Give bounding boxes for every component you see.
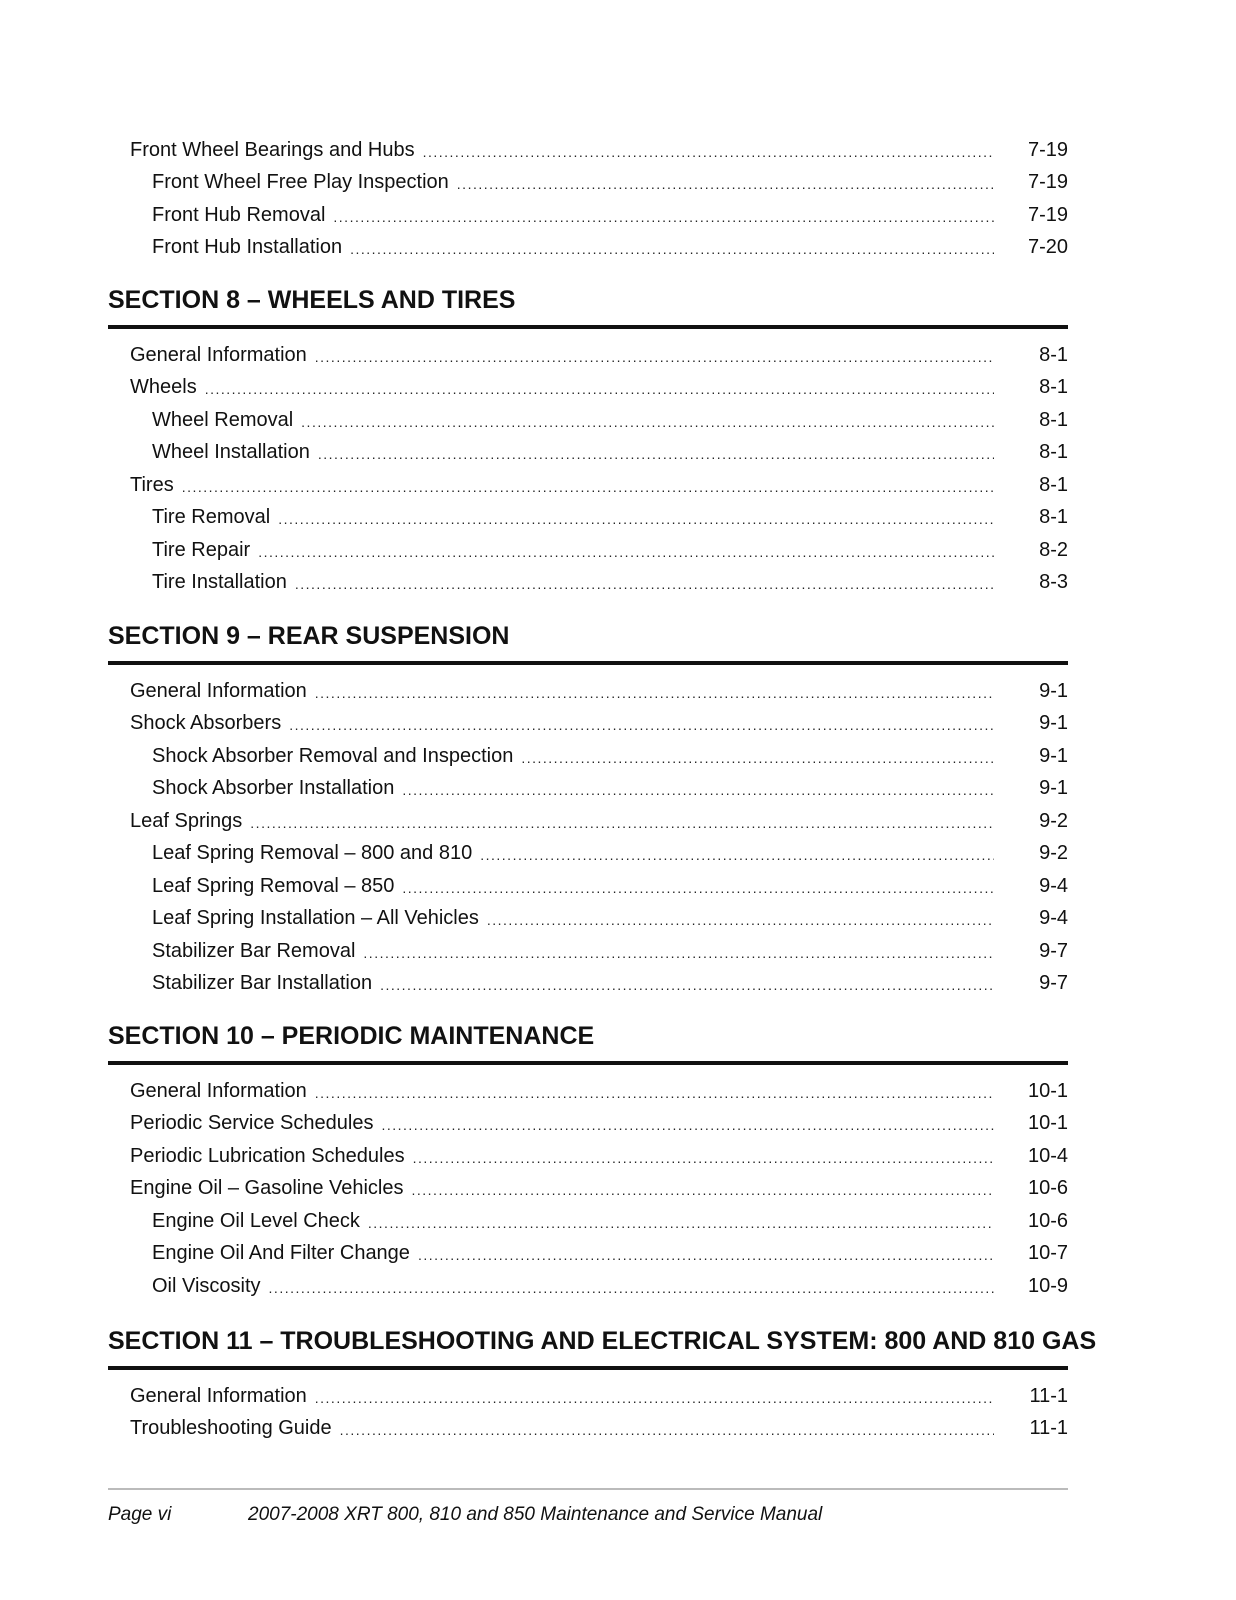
dot-leader (380, 977, 994, 1000)
toc-entry-title: Wheel Installation (152, 441, 310, 464)
toc-entry[interactable] (108, 773, 1068, 806)
toc-entry-page: 7-19 (1027, 203, 1068, 226)
section-8 (108, 281, 1068, 599)
toc-entry-title: Stabilizer Bar Installation (152, 972, 373, 995)
toc-entry-page: 8-1 (1039, 376, 1068, 399)
dot-leader (412, 1182, 995, 1205)
dot-leader (318, 446, 994, 469)
toc-entry-title: Front Hub Removal (152, 203, 326, 226)
toc-entry-page: 11-1 (1029, 1417, 1068, 1440)
dot-leader (333, 209, 994, 232)
dot-leader (350, 241, 994, 264)
toc-entry-page: 9-4 (1039, 874, 1068, 897)
toc-entry-title: Leaf Springs (130, 809, 243, 832)
dot-leader (457, 176, 994, 199)
toc-entry[interactable] (108, 968, 1068, 1001)
footer-page-number: Page vi (108, 1504, 172, 1525)
toc-entry-page: 10-9 (1027, 1274, 1068, 1297)
toc-entry-title: Tire Removal (152, 506, 271, 529)
dot-leader (182, 479, 994, 502)
toc-entry[interactable] (108, 1380, 1068, 1413)
toc-entry-title: Wheel Removal (152, 408, 294, 431)
toc-entry-page: 8-1 (1039, 441, 1068, 464)
section-divider (108, 661, 1068, 665)
toc-entry-page: 7-19 (1027, 171, 1068, 194)
section-10 (108, 1017, 1068, 1303)
toc-entry-page: 9-2 (1039, 842, 1068, 865)
toc-entry-page: 10-1 (1027, 1112, 1068, 1135)
section-divider (108, 325, 1068, 329)
toc-entry-title: Engine Oil And Filter Change (152, 1242, 410, 1265)
toc-entry[interactable] (108, 372, 1068, 405)
toc-entry[interactable] (108, 1270, 1068, 1303)
toc-entry-page: 10-4 (1027, 1144, 1068, 1167)
toc-entry-title: Engine Oil – Gasoline Vehicles (130, 1177, 404, 1200)
dot-leader (315, 685, 994, 708)
toc-entry-page: 8-2 (1039, 538, 1068, 561)
toc-entry-page: 10-1 (1027, 1079, 1068, 1102)
dot-leader (258, 544, 994, 567)
dot-leader (205, 381, 994, 404)
toc-entry-page: 8-1 (1039, 343, 1068, 366)
toc-entry[interactable] (108, 1140, 1068, 1173)
toc-entry-page: 11-1 (1029, 1384, 1068, 1407)
toc-entry[interactable] (108, 534, 1068, 567)
toc-entry[interactable] (108, 870, 1068, 903)
toc-entry-title: Shock Absorbers (130, 712, 282, 735)
toc-entry-title: Leaf Spring Installation – All Vehicles (152, 907, 479, 930)
toc-entry-page: 8-3 (1039, 571, 1068, 594)
toc-entry-page: 7-19 (1027, 138, 1068, 161)
toc-entry-title: General Information (130, 1384, 307, 1407)
toc-entry[interactable] (108, 1108, 1068, 1141)
section-heading: SECTION 9 – REAR SUSPENSION (108, 622, 510, 650)
toc-entry[interactable] (108, 838, 1068, 871)
toc-entry[interactable] (108, 1413, 1068, 1446)
toc-entry[interactable] (108, 708, 1068, 741)
toc-entry-title: General Information (130, 679, 307, 702)
toc-entry-title: Leaf Spring Removal – 850 (152, 874, 395, 897)
dot-leader (289, 717, 994, 740)
toc-entry-title: General Information (130, 343, 307, 366)
toc-entry-title: Engine Oil Level Check (152, 1209, 360, 1232)
dot-leader (363, 945, 994, 968)
toc-entry-title: Periodic Service Schedules (130, 1112, 374, 1135)
toc-entry-page: 9-2 (1039, 809, 1068, 832)
toc-entry[interactable] (108, 199, 1068, 232)
toc-entry-page: 9-1 (1039, 712, 1068, 735)
toc-entry-title: Troubleshooting Guide (130, 1417, 332, 1440)
toc-entry[interactable] (108, 1075, 1068, 1108)
toc-entry[interactable] (108, 502, 1068, 535)
toc-entry[interactable] (108, 1173, 1068, 1206)
toc-entry-page: 8-1 (1039, 473, 1068, 496)
footer-manual-title: 2007-2008 XRT 800, 810 and 850 Maintenance and Service Manual (248, 1504, 823, 1525)
toc-entry-title: Oil Viscosity (152, 1274, 261, 1297)
dot-leader (413, 1150, 994, 1173)
toc-entry-title: Shock Absorber Installation (152, 777, 395, 800)
toc-entry-title: Leaf Spring Removal – 800 and 810 (152, 842, 473, 865)
toc-entry-page: 10-7 (1027, 1242, 1068, 1265)
toc-entry[interactable] (108, 469, 1068, 502)
dot-leader (315, 1085, 994, 1108)
toc-entry[interactable] (108, 935, 1068, 968)
section-heading: SECTION 10 – PERIODIC MAINTENANCE (108, 1022, 595, 1050)
section-heading: SECTION 11 – TROUBLESHOOTING AND ELECTRICAL SYSTEM: 800 AND 810 GAS (108, 1327, 1097, 1355)
toc-entry[interactable] (108, 167, 1068, 200)
section-9 (108, 617, 1068, 1000)
dot-leader (315, 1390, 994, 1413)
toc-entry-title: General Information (130, 1079, 307, 1102)
section-divider (108, 1061, 1068, 1065)
dot-leader (521, 750, 994, 773)
toc-continuation (108, 134, 1068, 264)
dot-leader (423, 144, 994, 167)
toc-entry-page: 10-6 (1027, 1209, 1068, 1232)
dot-leader (487, 912, 994, 935)
section-divider (108, 1366, 1068, 1370)
toc-entry[interactable] (108, 134, 1068, 167)
toc-entry[interactable] (108, 567, 1068, 600)
toc-entry[interactable] (108, 675, 1068, 708)
toc-entry[interactable] (108, 232, 1068, 265)
dot-leader (381, 1117, 994, 1140)
dot-leader (315, 349, 994, 372)
toc-entry-page: 9-1 (1039, 777, 1068, 800)
footer-divider (108, 1488, 1068, 1490)
toc-entry[interactable] (108, 740, 1068, 773)
toc-entry[interactable] (108, 437, 1068, 470)
toc-entry-page: 9-1 (1039, 679, 1068, 702)
toc-entry-page: 9-7 (1039, 939, 1068, 962)
toc-entry[interactable] (108, 1238, 1068, 1271)
section-heading: SECTION 8 – WHEELS AND TIRES (108, 286, 516, 314)
dot-leader (368, 1215, 994, 1238)
dot-leader (301, 414, 994, 437)
toc-entry[interactable] (108, 1205, 1068, 1238)
dot-leader (340, 1422, 994, 1445)
dot-leader (480, 847, 994, 870)
dot-leader (269, 1280, 994, 1303)
toc-entry-title: Tires (130, 473, 174, 496)
toc-entry[interactable] (108, 903, 1068, 936)
toc-entry-page: 9-1 (1039, 744, 1068, 767)
toc-entry-title: Front Wheel Bearings and Hubs (130, 138, 415, 161)
toc-entry-title: Tire Repair (152, 538, 251, 561)
toc-entry-title: Front Wheel Free Play Inspection (152, 171, 449, 194)
dot-leader (295, 576, 994, 599)
toc-entry-title: Periodic Lubrication Schedules (130, 1144, 405, 1167)
toc-entry-page: 8-1 (1039, 506, 1068, 529)
toc-entry-page: 9-7 (1039, 972, 1068, 995)
toc-entry[interactable] (108, 805, 1068, 838)
toc-entry-title: Stabilizer Bar Removal (152, 939, 356, 962)
section-11 (108, 1322, 1097, 1445)
dot-leader (250, 815, 994, 838)
dot-leader (418, 1247, 994, 1270)
dot-leader (402, 880, 994, 903)
toc-entry-page: 8-1 (1039, 408, 1068, 431)
toc-entry-title: Front Hub Installation (152, 236, 343, 259)
toc-entry-title: Wheels (130, 376, 197, 399)
toc-entry[interactable] (108, 404, 1068, 437)
dot-leader (402, 782, 994, 805)
toc-entry-title: Tire Installation (152, 571, 287, 594)
toc-entry-page: 7-20 (1027, 236, 1068, 259)
toc-entry-title: Shock Absorber Removal and Inspection (152, 744, 514, 767)
toc-entry[interactable] (108, 339, 1068, 372)
toc-entry-page: 10-6 (1027, 1177, 1068, 1200)
toc-entry-page: 9-4 (1039, 907, 1068, 930)
dot-leader (278, 511, 994, 534)
